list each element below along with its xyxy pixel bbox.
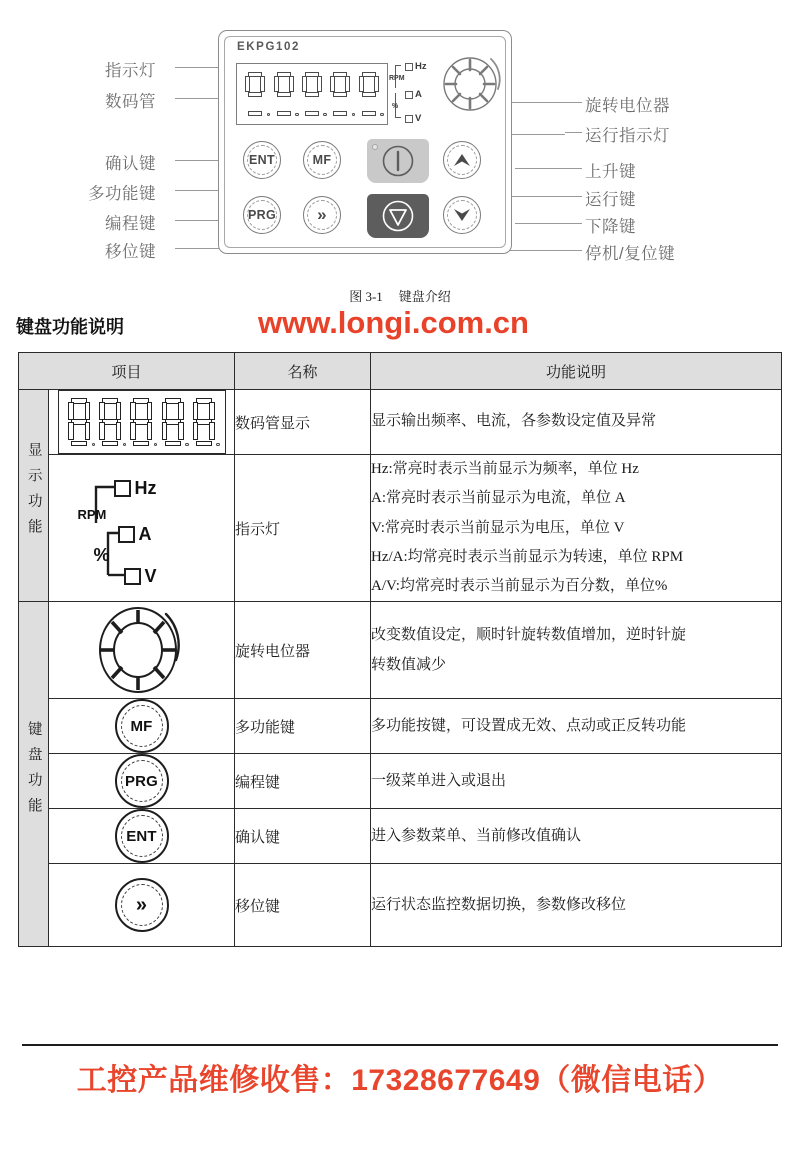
callout-label-indicator-lamp: 指示灯 bbox=[105, 62, 156, 80]
indicator-rpm-label: RPM bbox=[389, 75, 405, 82]
desc-line: A:常亮时表示当前显示为电流，单位 A bbox=[371, 490, 626, 507]
item-icon-cell bbox=[49, 864, 235, 947]
desc-line: 进入参数菜单、当前修改值确认 bbox=[371, 827, 582, 844]
figure-number: 图 3-1 bbox=[349, 289, 383, 304]
indicator-hz-box bbox=[114, 480, 131, 497]
desc-line: 改变数值设定，顺时针旋转数值增加，逆时针旋 bbox=[371, 627, 687, 644]
indicator-percent-label: % bbox=[392, 103, 399, 110]
callout-label-run-key: 运行键 bbox=[585, 191, 636, 209]
indicator-a bbox=[405, 89, 422, 100]
indicator-hz bbox=[405, 61, 427, 72]
program-key-label: PRG bbox=[248, 208, 276, 222]
section-heading: 键盘功能说明 bbox=[16, 317, 124, 337]
item-name: 数码管显示 bbox=[235, 390, 371, 455]
desc-line: Hz/A:均常亮时表示当前显示为转速，单位 RPM bbox=[371, 548, 684, 565]
indicator-hz-label: Hz bbox=[415, 61, 427, 72]
category-keyboard-function-label: 键盘功能 bbox=[25, 720, 42, 823]
item-icon-cell bbox=[49, 699, 235, 754]
callout-label-program-key: 编程键 bbox=[105, 215, 156, 233]
indicator-v-row bbox=[124, 566, 157, 587]
item-name: 确认键 bbox=[235, 809, 371, 864]
figure-title: 键盘介绍 bbox=[398, 289, 451, 304]
segment-digit bbox=[302, 72, 322, 116]
prg-key-icon[interactable] bbox=[115, 754, 169, 808]
indicator-v-label: V bbox=[144, 566, 157, 587]
table-row bbox=[19, 809, 782, 864]
table-header-row bbox=[19, 353, 782, 390]
leader-line-rotary-potentiometer bbox=[500, 102, 582, 103]
item-name: 指示灯 bbox=[235, 455, 371, 602]
enter-key-button[interactable] bbox=[243, 141, 281, 179]
callout-label-down-key: 下降键 bbox=[585, 218, 636, 236]
indicator-a-box bbox=[405, 91, 413, 99]
header-desc: 功能说明 bbox=[371, 353, 782, 390]
rotary-potentiometer-icon bbox=[94, 602, 190, 698]
desc-line: 显示输出频率、电流，各参数设定值及异常 bbox=[371, 413, 657, 430]
header-item: 项目 bbox=[19, 353, 235, 390]
model-label: EKPG102 bbox=[237, 41, 300, 53]
indicator-percent-label: % bbox=[93, 545, 110, 566]
callout-label-shift-key: 移位键 bbox=[105, 243, 156, 261]
header-name: 名称 bbox=[235, 353, 371, 390]
multifunction-key-button[interactable] bbox=[303, 141, 341, 179]
segment-digit bbox=[274, 72, 294, 116]
callout-label-stop-reset-key: 停机/复位键 bbox=[585, 245, 676, 263]
keypad-diagram bbox=[0, 0, 800, 280]
indicator-a-label: A bbox=[415, 89, 422, 100]
item-name: 旋转电位器 bbox=[235, 602, 371, 699]
table-row bbox=[19, 754, 782, 809]
desc-line: Hz:常亮时表示当前显示为频率，单位 Hz bbox=[371, 461, 639, 477]
category-keyboard-function bbox=[19, 602, 49, 947]
category-display-function-label: 显示功能 bbox=[25, 442, 42, 545]
segment-digit bbox=[130, 398, 152, 446]
footer-divider bbox=[22, 1044, 778, 1046]
indicator-v-label: V bbox=[415, 113, 422, 124]
item-icon-cell bbox=[49, 455, 235, 602]
seven-segment-display-icon bbox=[58, 390, 226, 454]
indicator-v-box bbox=[124, 568, 141, 585]
segment-digit bbox=[162, 398, 184, 446]
program-key-button[interactable] bbox=[243, 196, 281, 234]
table-row bbox=[19, 699, 782, 754]
ent-key-icon[interactable] bbox=[115, 809, 169, 863]
desc-line: A/V:均常亮时表示当前显示为百分数，单位% bbox=[371, 578, 668, 594]
ent-key-label: ENT bbox=[126, 827, 157, 845]
seven-segment-display bbox=[236, 63, 388, 125]
indicator-v-box bbox=[405, 115, 413, 123]
indicator-a-box bbox=[118, 526, 135, 543]
desc-line: 运行状态监控数据切换，参数修改移位 bbox=[371, 896, 627, 913]
item-desc bbox=[371, 699, 782, 754]
figure-caption bbox=[0, 286, 800, 305]
table-row bbox=[19, 864, 782, 947]
prg-key-label: PRG bbox=[124, 772, 159, 790]
indicator-hz-label: Hz bbox=[134, 478, 157, 499]
indicator-a-label: A bbox=[138, 524, 152, 545]
chevron-up-icon bbox=[452, 151, 472, 169]
down-key-button[interactable] bbox=[443, 196, 481, 234]
footer-contact-banner: 工控产品维修收售：17328677649（微信电话） bbox=[76, 1064, 724, 1097]
item-desc bbox=[371, 455, 782, 602]
indicator-lamps-icon bbox=[78, 467, 206, 589]
item-icon-cell bbox=[49, 602, 235, 699]
leader-line-down-key bbox=[515, 223, 582, 224]
segment-digit bbox=[193, 398, 215, 446]
item-name: 多功能键 bbox=[235, 699, 371, 754]
table-row bbox=[19, 390, 782, 455]
callout-label-multifunction-key: 多功能键 bbox=[88, 185, 156, 203]
indicator-v bbox=[405, 113, 421, 124]
website-watermark: www.longi.com.cn bbox=[258, 305, 529, 340]
item-icon-cell bbox=[49, 390, 235, 455]
segment-digit bbox=[359, 72, 379, 116]
callout-label-rotary-potentiometer: 旋转电位器 bbox=[585, 97, 670, 115]
item-icon-cell bbox=[49, 809, 235, 864]
shift-key-label: » bbox=[317, 205, 327, 224]
stop-icon bbox=[381, 199, 415, 233]
callout-label-digital-tube: 数码管 bbox=[105, 93, 156, 111]
rotary-potentiometer-icon[interactable] bbox=[441, 53, 503, 115]
callout-label-up-key: 上升键 bbox=[585, 163, 636, 181]
keypad-body bbox=[218, 30, 512, 254]
indicator-rpm-label: RPM bbox=[77, 507, 107, 523]
item-name: 移位键 bbox=[235, 864, 371, 947]
chevron-down-icon bbox=[452, 206, 472, 224]
stop-reset-key-button[interactable] bbox=[367, 194, 429, 238]
shift-key-icon[interactable] bbox=[115, 878, 169, 932]
shift-key-label: » bbox=[135, 893, 148, 916]
desc-line: 一级菜单进入或退出 bbox=[371, 772, 507, 789]
desc-line: V:常亮时表示当前显示为电压，单位 V bbox=[371, 519, 625, 536]
item-desc bbox=[371, 754, 782, 809]
item-name: 编程键 bbox=[235, 754, 371, 809]
run-indicator-led bbox=[372, 144, 378, 150]
leader-line-run-indicator bbox=[565, 132, 582, 133]
indicator-a-row bbox=[118, 524, 152, 545]
enter-key-label: ENT bbox=[249, 153, 275, 167]
table-row bbox=[19, 602, 782, 699]
up-key-button[interactable] bbox=[443, 141, 481, 179]
callout-label-enter-key: 确认键 bbox=[105, 155, 156, 173]
mf-key-label: MF bbox=[130, 717, 153, 735]
indicator-hz-box bbox=[405, 63, 413, 71]
item-desc bbox=[371, 602, 782, 699]
mf-key-icon[interactable] bbox=[115, 699, 169, 753]
item-desc bbox=[371, 809, 782, 864]
run-key-button[interactable] bbox=[367, 139, 429, 183]
table-row bbox=[19, 455, 782, 602]
desc-line: 多功能按键，可设置成无效、点动或正反转功能 bbox=[371, 717, 687, 734]
leader-line-up-key bbox=[515, 168, 582, 169]
item-icon-cell bbox=[49, 754, 235, 809]
item-desc bbox=[371, 864, 782, 947]
callout-label-run-indicator: 运行指示灯 bbox=[585, 127, 670, 145]
segment-digit bbox=[68, 398, 90, 446]
segment-digit bbox=[330, 72, 350, 116]
category-display-function bbox=[19, 390, 49, 602]
indicator-hz-row bbox=[114, 478, 157, 499]
run-icon bbox=[381, 144, 415, 178]
keypad-function-table bbox=[18, 352, 782, 947]
multifunction-key-label: MF bbox=[312, 153, 332, 167]
item-desc bbox=[371, 390, 782, 455]
segment-digit bbox=[245, 72, 265, 116]
shift-key-button[interactable] bbox=[303, 196, 341, 234]
segment-digit bbox=[99, 398, 121, 446]
desc-line: 转数值减少 bbox=[371, 657, 447, 674]
